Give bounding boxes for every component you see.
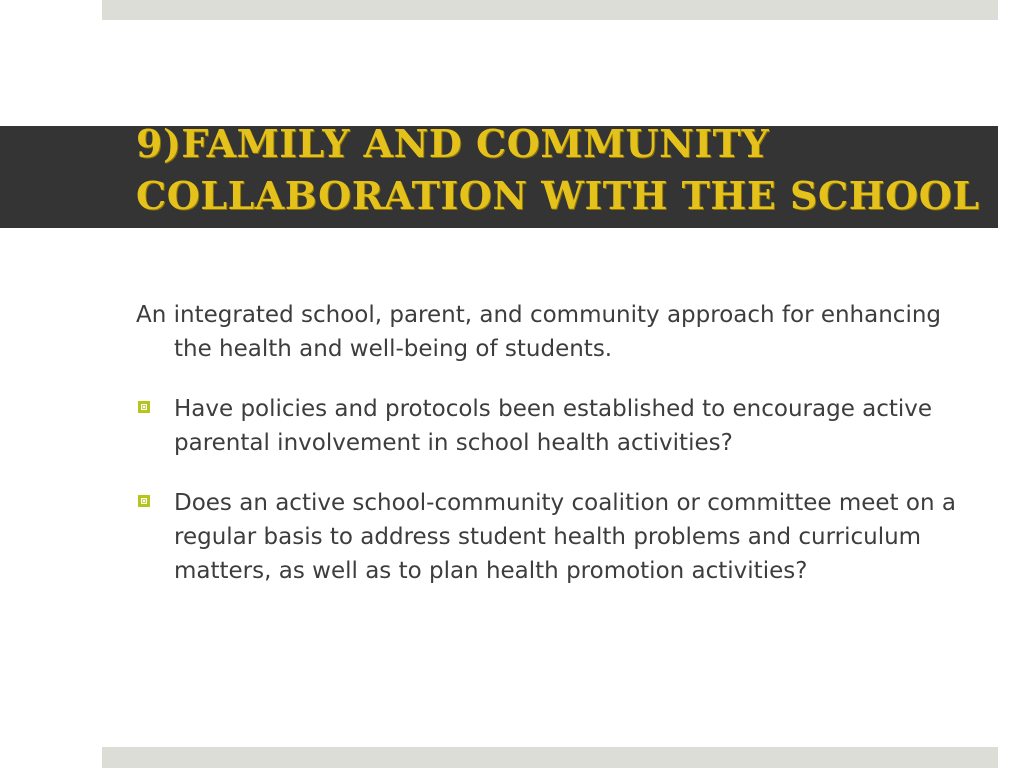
slide-title: 9)FAMILY AND COMMUNITY COLLABORATION WITH THE SCHOOL	[136, 121, 980, 218]
square-bullet-icon	[138, 401, 150, 413]
slide-body	[136, 298, 986, 588]
square-bullet-icon	[138, 495, 150, 507]
bullet-text: Does an active school-community coalition or committee meet on a regular basis to address student health problems and curriculum matters, as well as to plan health promotion activities?	[174, 490, 956, 584]
bottom-decorative-bar	[102, 747, 998, 768]
top-decorative-bar	[102, 0, 998, 20]
intro-paragraph: An integrated school, parent, and community approach for enhancing the health and well-being of students.	[136, 302, 942, 362]
bullet-item	[136, 486, 986, 588]
bullet-text: Have policies and protocols been established to encourage active parental involvement in school health activities?	[174, 396, 933, 456]
bullet-item	[136, 392, 986, 460]
